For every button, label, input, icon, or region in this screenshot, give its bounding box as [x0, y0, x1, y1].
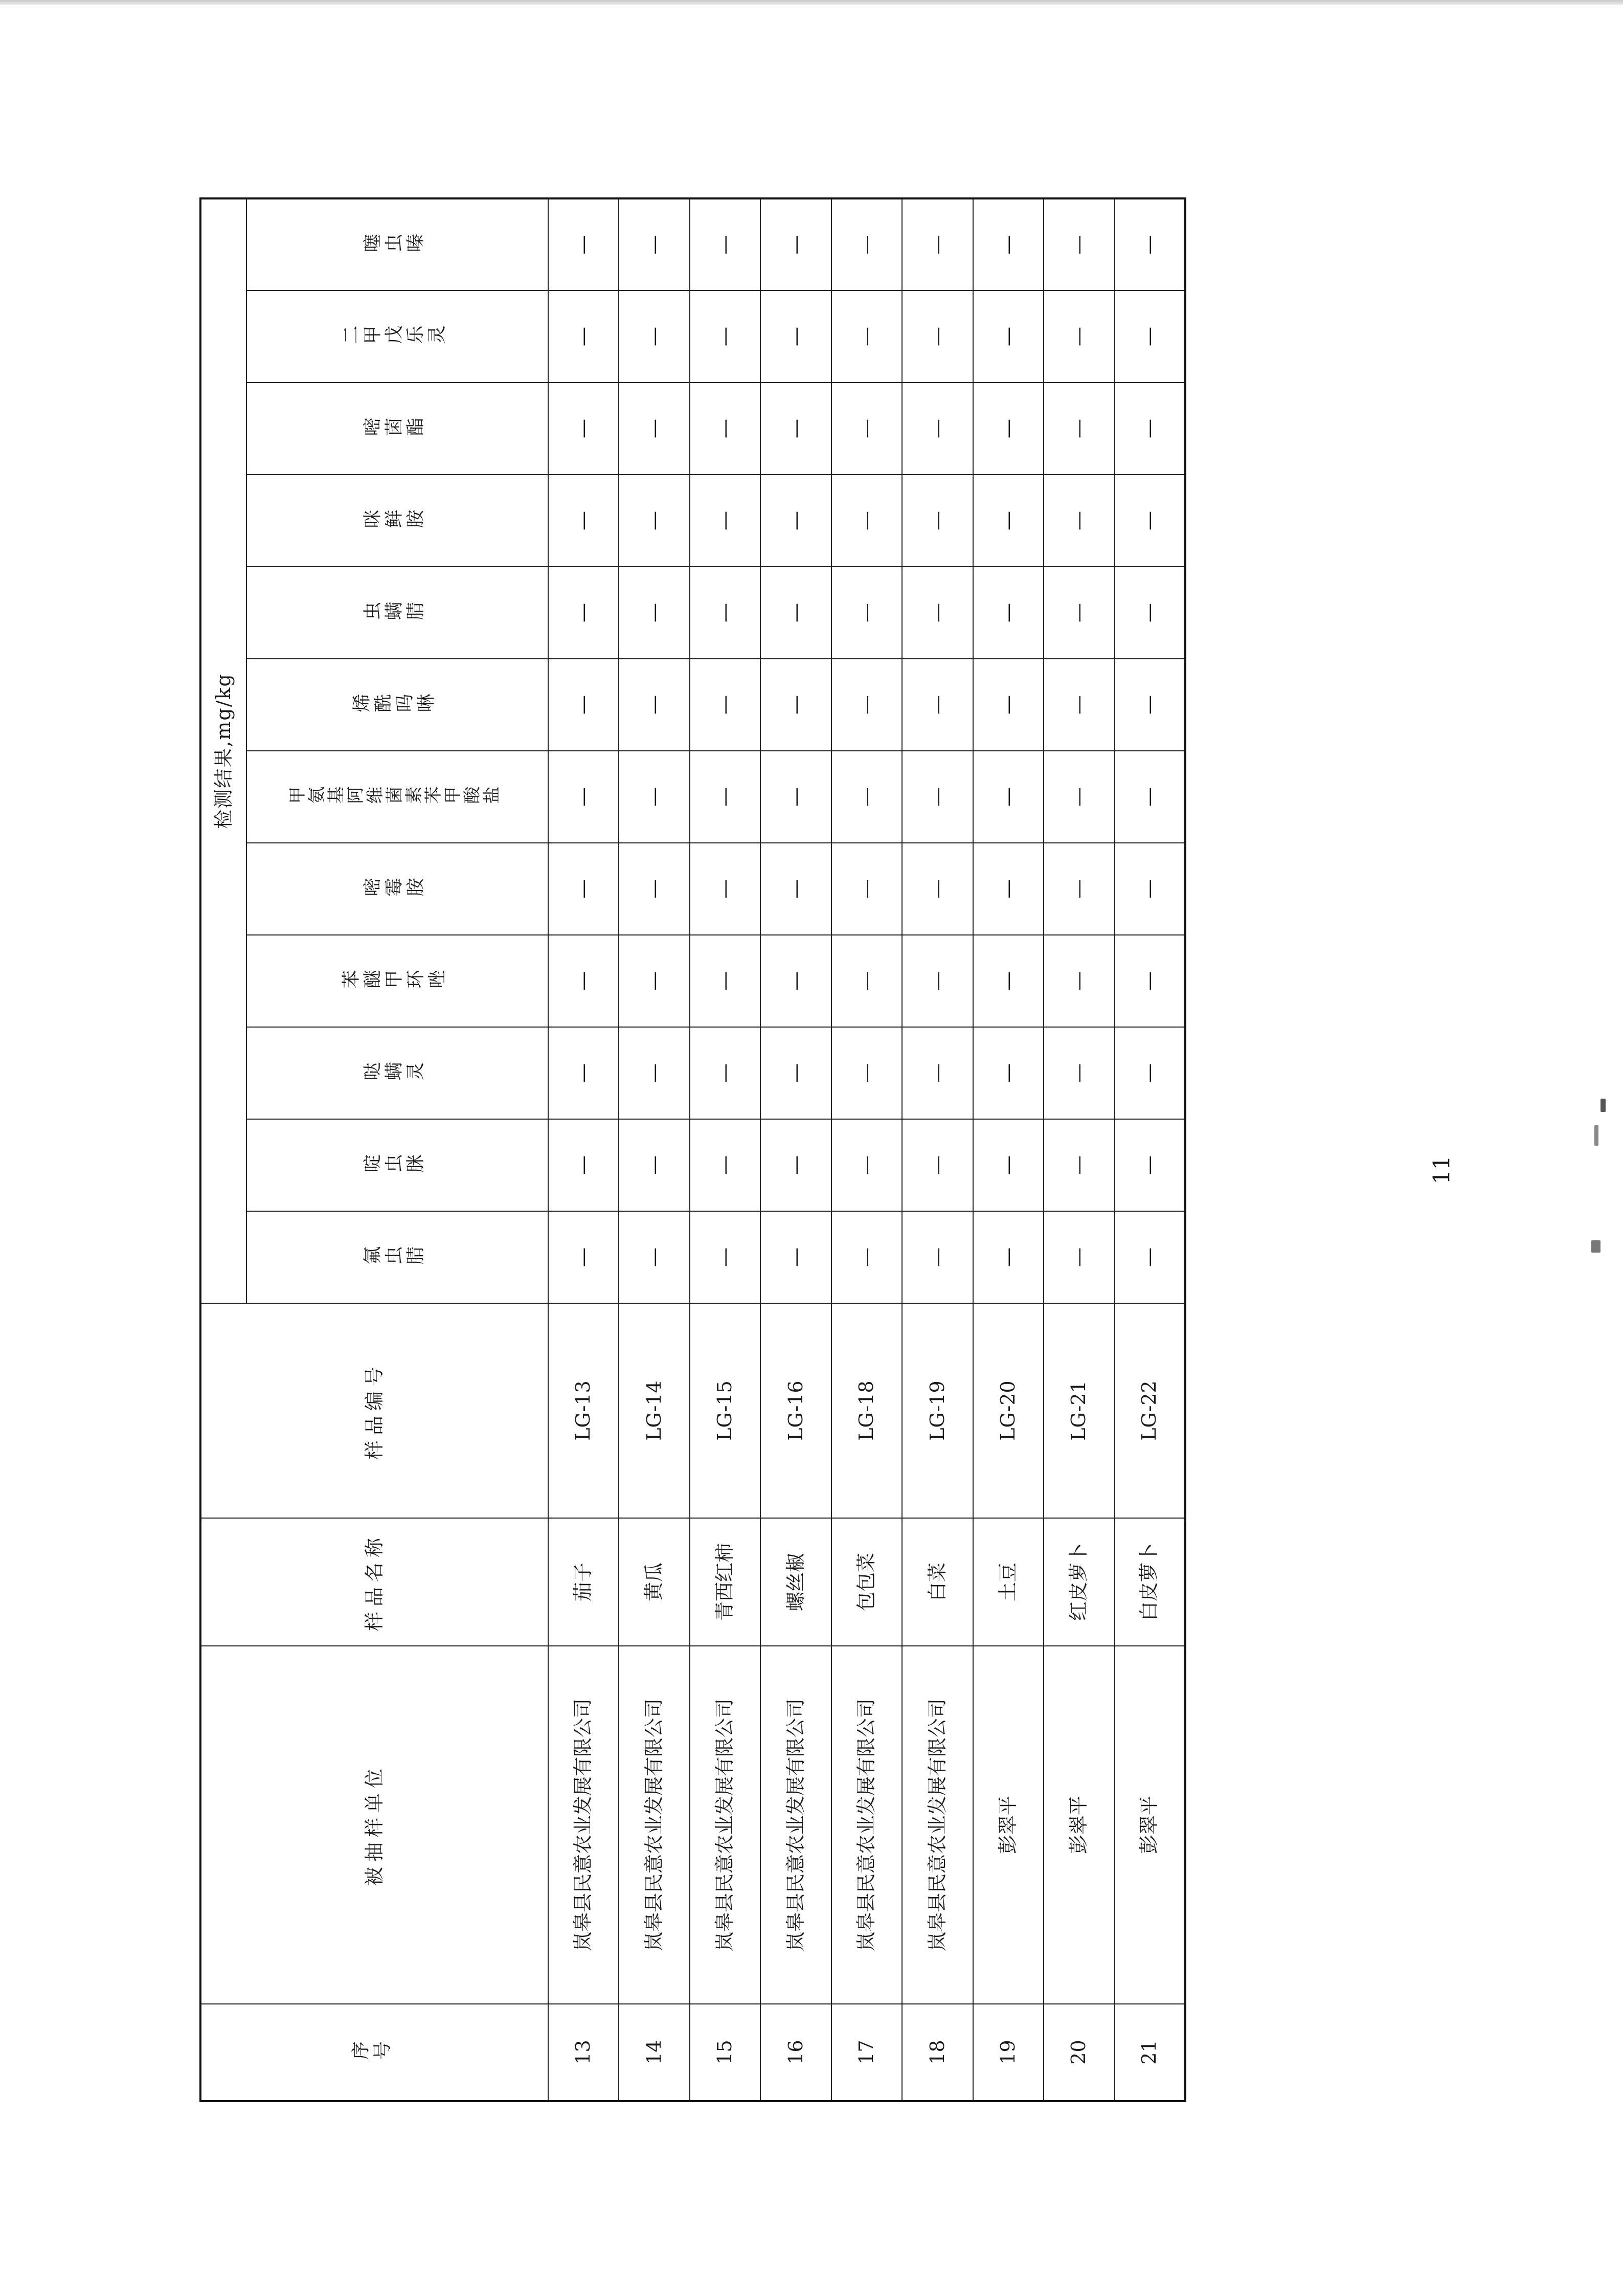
cell-result: — — [831, 659, 902, 751]
header-analyte — [246, 1211, 548, 1303]
cell-result: — — [831, 751, 902, 843]
cell-result: — — [1115, 843, 1186, 935]
cell-sample-id: LG-16 — [760, 1303, 831, 1518]
cell-result: — — [690, 475, 760, 567]
cell-result: — — [1115, 659, 1186, 751]
analyte-label: 苯醚甲环唑 — [341, 970, 449, 991]
cell-result: — — [1115, 751, 1186, 843]
table-row — [760, 198, 831, 2101]
cell-result: — — [831, 843, 902, 935]
header-analyte — [246, 383, 548, 475]
cell-result: — — [760, 198, 831, 291]
cell-result: — — [831, 1211, 902, 1303]
cell-result: — — [548, 567, 619, 659]
cell-result: — — [973, 751, 1044, 843]
cell-result: — — [690, 843, 760, 935]
cell-result: — — [902, 475, 973, 567]
header-row-1 — [200, 198, 246, 2101]
cell-result: — — [973, 1119, 1044, 1211]
cell-result: — — [619, 383, 689, 475]
analyte-label: 嘧霉胺 — [363, 878, 427, 899]
cell-result: — — [1115, 567, 1186, 659]
scan-mark — [1594, 1125, 1598, 1146]
cell-result: — — [619, 751, 689, 843]
analyte-label: 氟虫腈 — [363, 1246, 427, 1267]
cell-result: — — [690, 659, 760, 751]
cell-result: — — [973, 383, 1044, 475]
cell-result: — — [690, 1211, 760, 1303]
cell-result: — — [831, 291, 902, 383]
cell-result: — — [760, 291, 831, 383]
cell-result: — — [619, 1027, 689, 1119]
cell-result: — — [1044, 1211, 1114, 1303]
analyte-label: 啶虫脒 — [363, 1154, 427, 1175]
cell-seq: 21 — [1115, 2004, 1186, 2101]
cell-result: — — [902, 383, 973, 475]
cell-result: — — [760, 567, 831, 659]
cell-sample-id: LG-21 — [1044, 1303, 1114, 1518]
cell-result: — — [619, 1211, 689, 1303]
cell-result: — — [973, 1211, 1044, 1303]
cell-result: — — [902, 1027, 973, 1119]
cell-result: — — [548, 291, 619, 383]
cell-result: — — [690, 198, 760, 291]
cell-result: — — [548, 935, 619, 1027]
cell-result: — — [831, 475, 902, 567]
cell-result: — — [1044, 198, 1114, 291]
cell-sample-name: 红皮萝卜 — [1044, 1518, 1114, 1646]
cell-sample-id: LG-14 — [619, 1303, 689, 1518]
table-body — [548, 198, 1185, 2101]
cell-result: — — [1115, 935, 1186, 1027]
cell-result: — — [973, 935, 1044, 1027]
cell-result: — — [1044, 567, 1114, 659]
analyte-label: 咪鲜胺 — [363, 510, 427, 531]
analyte-label: 哒螨灵 — [363, 1062, 427, 1083]
cell-sample-name: 黄瓜 — [619, 1518, 689, 1646]
cell-result: — — [1044, 475, 1114, 567]
cell-result: — — [548, 198, 619, 291]
cell-unit: 岚皋县民意农业发展有限公司 — [548, 1646, 619, 2004]
cell-unit: 岚皋县民意农业发展有限公司 — [619, 1646, 689, 2004]
rotated-table-wrapper — [199, 199, 1186, 2102]
cell-result: — — [1115, 1119, 1186, 1211]
cell-sample-name: 螺丝椒 — [760, 1518, 831, 1646]
analyte-label: 甲氨基阿维菌素苯甲酸盐 — [288, 787, 502, 807]
header-seq-label: 序号 — [350, 2041, 394, 2063]
cell-result: — — [831, 383, 902, 475]
cell-result: — — [1115, 291, 1186, 383]
table-row — [973, 198, 1044, 2101]
cell-sample-name: 土豆 — [973, 1518, 1044, 1646]
cell-result: — — [831, 935, 902, 1027]
header-analyte — [246, 1027, 548, 1119]
cell-result: — — [902, 567, 973, 659]
header-results-group: 检测结果,mg/kg — [200, 198, 246, 1303]
cell-result: — — [973, 291, 1044, 383]
cell-result: — — [1044, 843, 1114, 935]
cell-result: — — [1044, 659, 1114, 751]
table-row — [619, 198, 689, 2101]
cell-seq: 19 — [973, 2004, 1044, 2101]
cell-result: — — [690, 751, 760, 843]
cell-result: — — [690, 1027, 760, 1119]
page-number: 11 — [1429, 1155, 1455, 1185]
cell-result: — — [548, 751, 619, 843]
cell-result: — — [548, 1027, 619, 1119]
cell-result: — — [902, 935, 973, 1027]
cell-sample-name: 茄子 — [548, 1518, 619, 1646]
cell-result: — — [902, 198, 973, 291]
cell-result: — — [902, 751, 973, 843]
table-row — [1044, 198, 1114, 2101]
scan-top-edge — [0, 0, 1623, 5]
cell-seq: 13 — [548, 2004, 619, 2101]
cell-result: — — [902, 1211, 973, 1303]
cell-unit: 岚皋县民意农业发展有限公司 — [902, 1646, 973, 2004]
cell-result: — — [1044, 291, 1114, 383]
cell-result: — — [760, 383, 831, 475]
cell-result: — — [619, 198, 689, 291]
cell-result: — — [1115, 475, 1186, 567]
cell-result: — — [760, 1119, 831, 1211]
header-sample-name: 样品名称 — [200, 1518, 548, 1646]
cell-sample-id: LG-20 — [973, 1303, 1044, 1518]
cell-result: — — [760, 751, 831, 843]
analyte-label: 嘧菌酯 — [363, 418, 427, 439]
cell-result: — — [690, 567, 760, 659]
cell-result: — — [973, 1027, 1044, 1119]
header-seq — [200, 2004, 548, 2101]
cell-seq: 17 — [831, 2004, 902, 2101]
cell-sample-id: LG-19 — [902, 1303, 973, 1518]
cell-result: — — [548, 659, 619, 751]
cell-seq: 16 — [760, 2004, 831, 2101]
cell-result: — — [1115, 198, 1186, 291]
cell-sample-name: 白皮萝卜 — [1115, 1518, 1186, 1646]
cell-seq: 15 — [690, 2004, 760, 2101]
cell-result: — — [1044, 1027, 1114, 1119]
cell-result: — — [548, 383, 619, 475]
table-row — [831, 198, 902, 2101]
header-analyte — [246, 843, 548, 935]
cell-result: — — [973, 567, 1044, 659]
analyte-label: 二甲戊乐灵 — [341, 326, 449, 347]
cell-result: — — [690, 291, 760, 383]
cell-result: — — [1115, 1211, 1186, 1303]
cell-result: — — [619, 659, 689, 751]
cell-result: — — [1044, 1119, 1114, 1211]
cell-result: — — [760, 935, 831, 1027]
cell-result: — — [760, 1211, 831, 1303]
cell-result: — — [548, 1211, 619, 1303]
cell-unit: 岚皋县民意农业发展有限公司 — [690, 1646, 760, 2004]
inspection-results-table — [199, 197, 1186, 2102]
header-analyte — [246, 567, 548, 659]
cell-result: — — [902, 659, 973, 751]
cell-result: — — [902, 291, 973, 383]
table-row — [690, 198, 760, 2101]
cell-result: — — [973, 659, 1044, 751]
cell-result: — — [619, 935, 689, 1027]
cell-result: — — [1044, 383, 1114, 475]
cell-seq: 20 — [1044, 2004, 1114, 2101]
cell-unit: 彭翠平 — [1044, 1646, 1114, 2004]
analyte-label: 噻虫嗪 — [363, 234, 427, 255]
header-analyte — [246, 935, 548, 1027]
cell-unit: 岚皋县民意农业发展有限公司 — [760, 1646, 831, 2004]
cell-result: — — [619, 567, 689, 659]
cell-sample-name: 白菜 — [902, 1518, 973, 1646]
cell-result: — — [973, 198, 1044, 291]
analyte-label: 烯酰吗啉 — [352, 694, 438, 715]
cell-result: — — [831, 1027, 902, 1119]
cell-result: — — [690, 1119, 760, 1211]
cell-result: — — [973, 843, 1044, 935]
cell-result: — — [760, 659, 831, 751]
cell-result: — — [760, 1027, 831, 1119]
cell-unit: 彭翠平 — [973, 1646, 1044, 2004]
cell-result: — — [902, 843, 973, 935]
cell-sample-id: LG-15 — [690, 1303, 760, 1518]
cell-result: — — [1115, 1027, 1186, 1119]
header-analyte — [246, 198, 548, 291]
cell-result: — — [690, 935, 760, 1027]
table-row — [902, 198, 973, 2101]
scan-mark — [1591, 1240, 1601, 1253]
cell-result: — — [902, 1119, 973, 1211]
table-row — [1115, 198, 1186, 2101]
cell-result: — — [1044, 935, 1114, 1027]
cell-result: — — [690, 383, 760, 475]
table-row — [548, 198, 619, 2101]
header-analyte — [246, 1119, 548, 1211]
header-analyte — [246, 751, 548, 843]
scan-mark — [1601, 1099, 1606, 1112]
header-sample-id: 样品编号 — [200, 1303, 548, 1518]
cell-result: — — [548, 843, 619, 935]
cell-sample-name: 包包菜 — [831, 1518, 902, 1646]
cell-unit: 岚皋县民意农业发展有限公司 — [831, 1646, 902, 2004]
cell-result: — — [831, 1119, 902, 1211]
cell-sample-name: 青西红柿 — [690, 1518, 760, 1646]
cell-result: — — [548, 1119, 619, 1211]
cell-seq: 14 — [619, 2004, 689, 2101]
cell-result: — — [619, 475, 689, 567]
cell-sample-id: LG-18 — [831, 1303, 902, 1518]
cell-sample-id: LG-22 — [1115, 1303, 1186, 1518]
cell-result: — — [548, 475, 619, 567]
cell-result: — — [973, 475, 1044, 567]
cell-unit: 彭翠平 — [1115, 1646, 1186, 2004]
cell-sample-id: LG-13 — [548, 1303, 619, 1518]
cell-result: — — [1115, 383, 1186, 475]
cell-result: — — [760, 475, 831, 567]
header-unit: 被抽样单位 — [200, 1646, 548, 2004]
cell-result: — — [619, 843, 689, 935]
analyte-label: 虫螨腈 — [363, 602, 427, 623]
cell-result: — — [619, 291, 689, 383]
header-analyte — [246, 291, 548, 383]
cell-result: — — [760, 843, 831, 935]
cell-result: — — [831, 198, 902, 291]
header-analyte — [246, 659, 548, 751]
header-analyte — [246, 475, 548, 567]
cell-result: — — [1044, 751, 1114, 843]
cell-seq: 18 — [902, 2004, 973, 2101]
cell-result: — — [831, 567, 902, 659]
cell-result: — — [619, 1119, 689, 1211]
